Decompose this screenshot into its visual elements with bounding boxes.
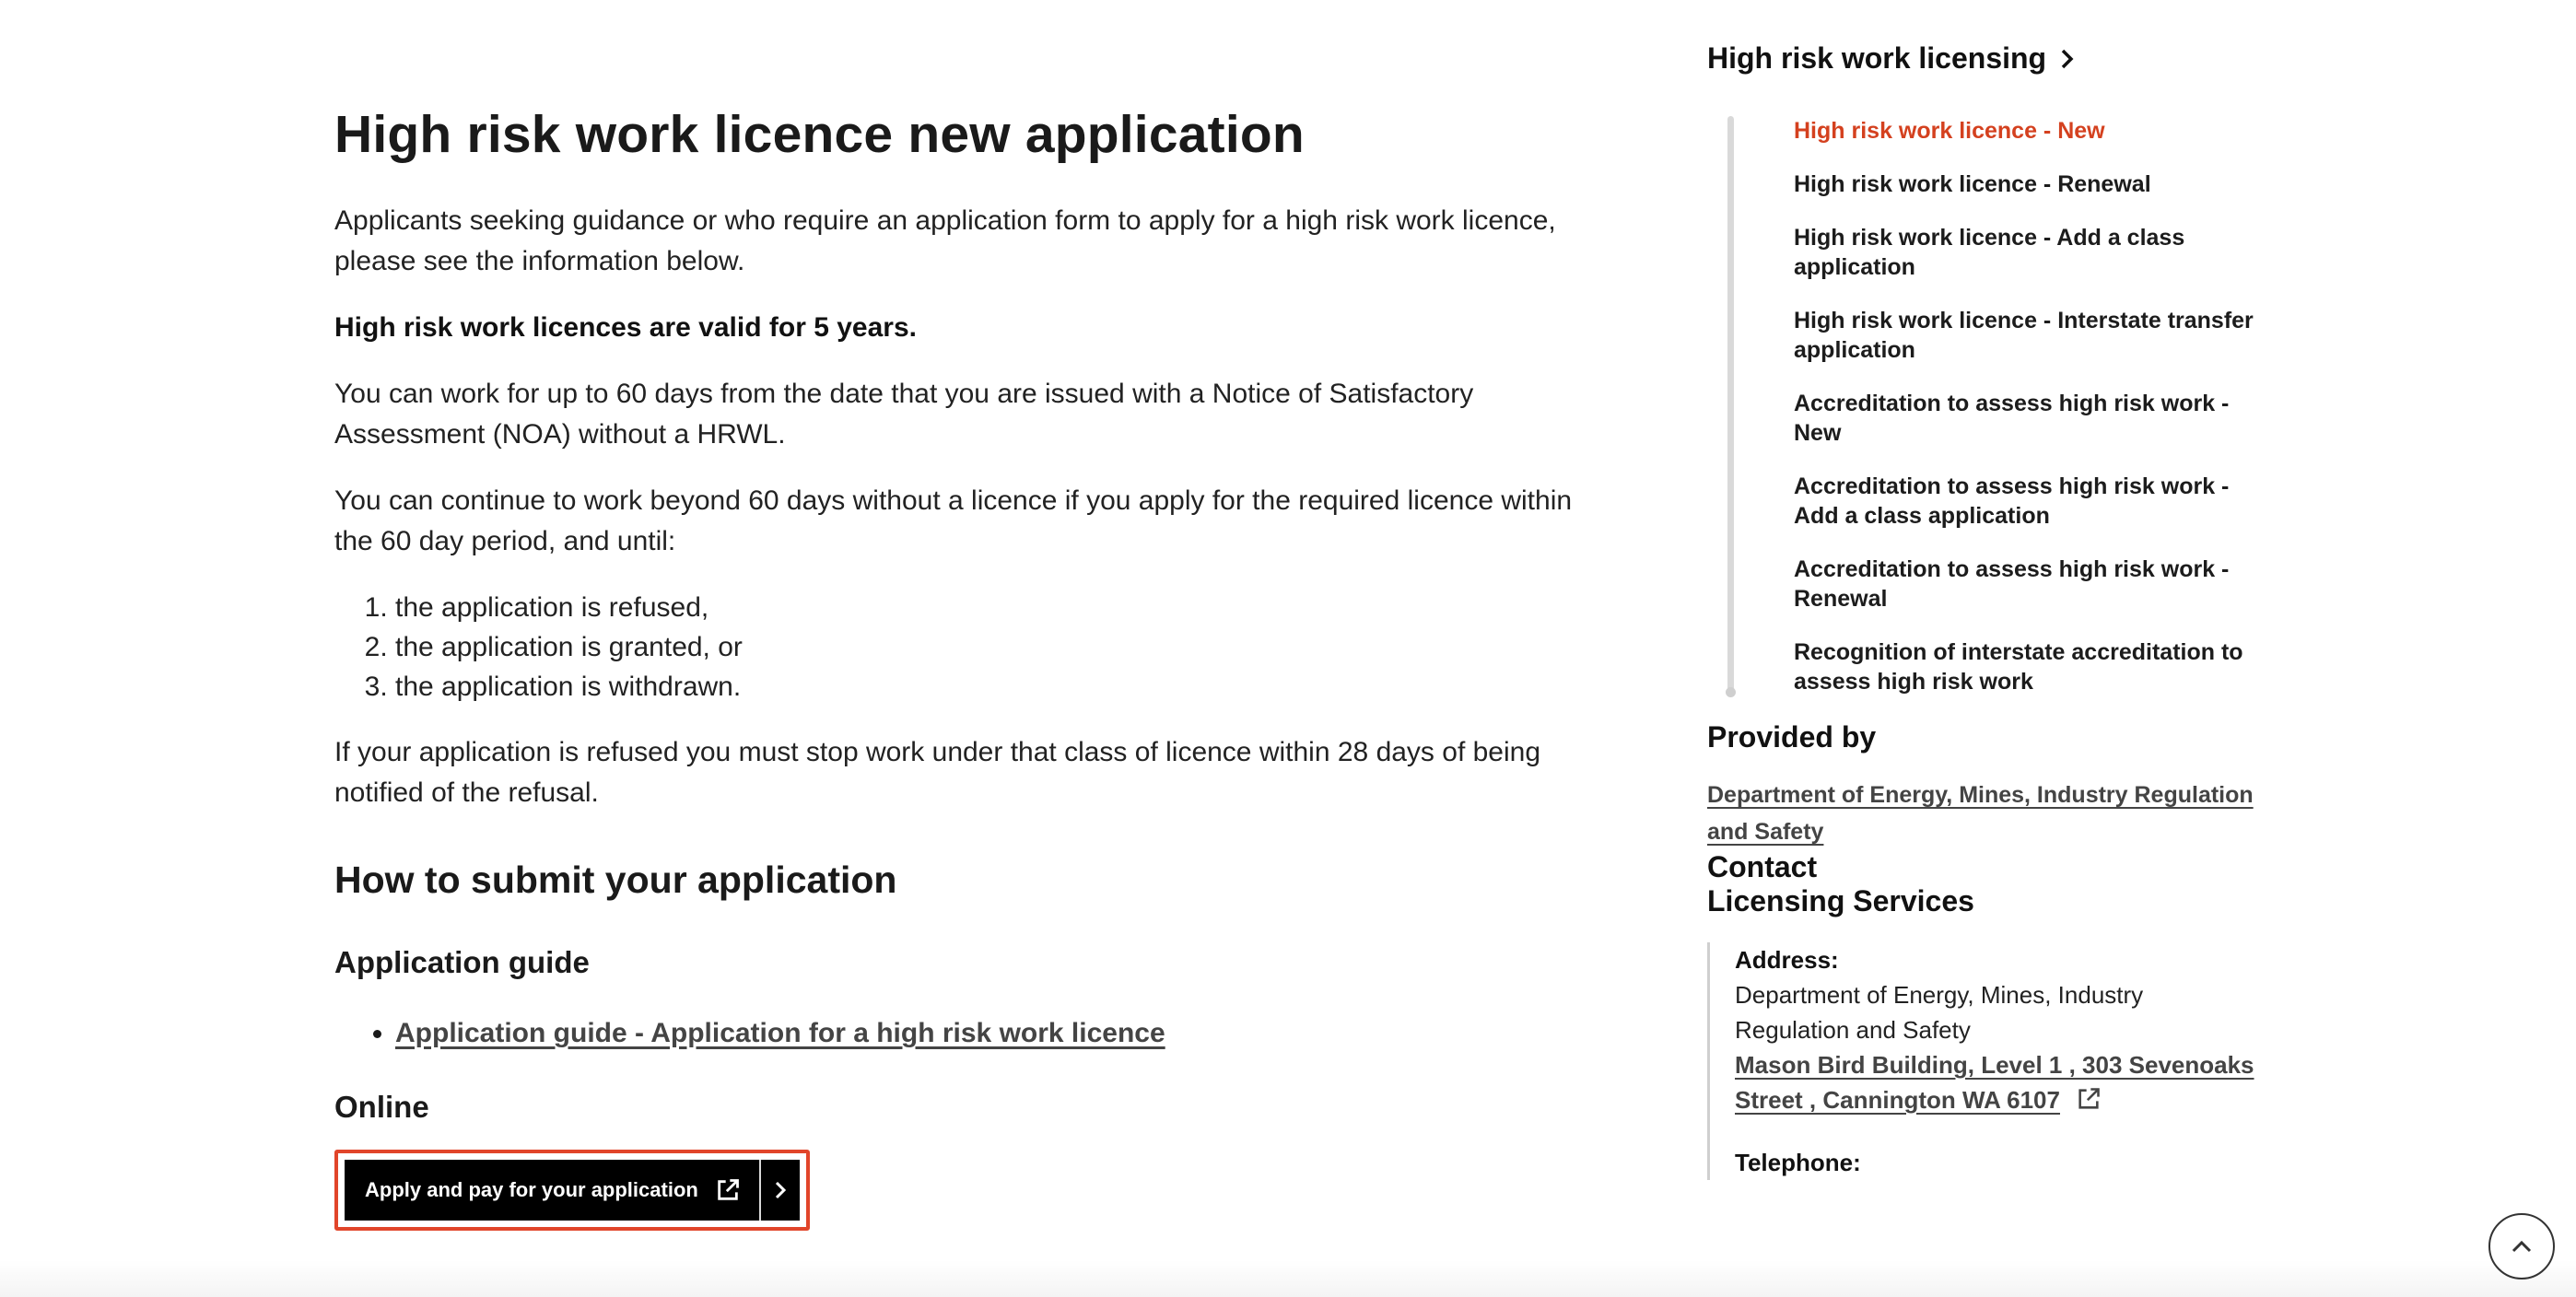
bottom-fade [0,1260,2576,1297]
sidebar-item-hrwl-renewal[interactable]: High risk work licence - Renewal [1794,171,2151,197]
contact-heading: Contact [1707,850,1818,883]
sidebar-item-accreditation-renewal[interactable]: Accreditation to assess high risk work - Renewal [1794,556,2230,612]
sidebar-nav [1707,116,2260,696]
list-item [395,1013,1606,1054]
address-map-link[interactable]: Mason Bird Building, Level 1 , 303 Sevenoaks Street , Cannington WA 6107 [1735,1051,2254,1114]
application-guide-heading: Application guide [334,944,590,979]
chevron-up-icon [2510,1238,2534,1255]
refused-paragraph: If your application is refused you must stop work under that class of licence within 28 days of being notified of the refusal. [334,737,1541,809]
apply-button-main[interactable] [345,1160,759,1221]
noa-paragraph: You can work for up to 60 days from the date that you are issued with a Notice of Satisfactory Assessment (NOA) without a HRWL. [334,379,1474,450]
licensing-services-heading: Licensing Services [1707,884,1974,917]
scroll-to-top-button[interactable] [2488,1213,2555,1279]
apply-button-divider [759,1160,761,1221]
sidebar-item-interstate-accreditation[interactable]: Recognition of interstate accreditation to assess high risk work [1794,639,2243,695]
guide-list [334,1013,1606,1054]
apply-button-highlight [334,1150,810,1231]
sidebar-item-accreditation-add-class[interactable]: Accreditation to assess high risk work - Add a class application [1794,473,2230,529]
sidebar-item-hrwl-interstate[interactable]: High risk work licence - Interstate transfer application [1794,308,2254,363]
apply-button-label: Apply and pay for your application [365,1177,698,1201]
page-title: High risk work licence new application [334,105,1305,164]
apply-button-arrow[interactable] [761,1160,800,1221]
application-guide-link[interactable]: Application guide - Application for a high risk work licence [395,1018,1165,1049]
provider-link-wrap [1707,777,2260,850]
provider-link[interactable]: Department of Energy, Mines, Industry Regulation and Safety [1707,782,2254,845]
provided-by-heading: Provided by [1707,720,1877,754]
sidebar-item-hrwl-new[interactable]: High risk work licence - New [1794,118,2105,144]
list-item: 2. the application is granted, or [395,627,1606,667]
external-link-icon [715,1177,741,1203]
sidebar-section-title: High risk work licensing [1707,41,2047,75]
telephone-label: Telephone: [1735,1149,1861,1176]
address-block [1707,942,2260,1180]
online-heading: Online [334,1090,429,1125]
main-content [334,85,1606,1231]
validity-note: High risk work licences are valid for 5 years. [334,312,917,344]
address-label: Address: [1735,946,1839,974]
sidebar-item-accreditation-new[interactable]: Accreditation to assess high risk work - New [1794,391,2230,446]
nav-track [1727,116,1734,695]
chevron-right-icon [773,1180,788,1200]
apply-and-pay-button[interactable] [345,1160,800,1221]
nav-track-end [1726,687,1736,697]
sidebar-item-hrwl-add-class[interactable]: High risk work licence - Add a class application [1794,225,2185,280]
address-link-wrap [1735,1047,2260,1117]
sidebar-section-link[interactable] [1707,41,2260,76]
list-item: 1. the application is refused, [395,588,1606,627]
chevron-right-icon [2059,47,2076,71]
how-to-submit-heading: How to submit your application [334,859,897,902]
intro-paragraph: Applicants seeking guidance or who require an application form to apply for a high risk work licence, please see the information below. [334,205,1556,277]
continue-paragraph: You can continue to work beyond 60 days without a licence if you apply for the required licence within the 60 day period, and until: [334,485,1573,557]
address-org: Department of Energy, Mines, Industry Regulation and Safety [1735,981,2144,1044]
list-item: 3. the application is withdrawn. [395,667,1606,707]
conditions-list [334,588,1606,707]
sidebar [1707,41,2260,1180]
external-link-icon [2076,1086,2102,1112]
